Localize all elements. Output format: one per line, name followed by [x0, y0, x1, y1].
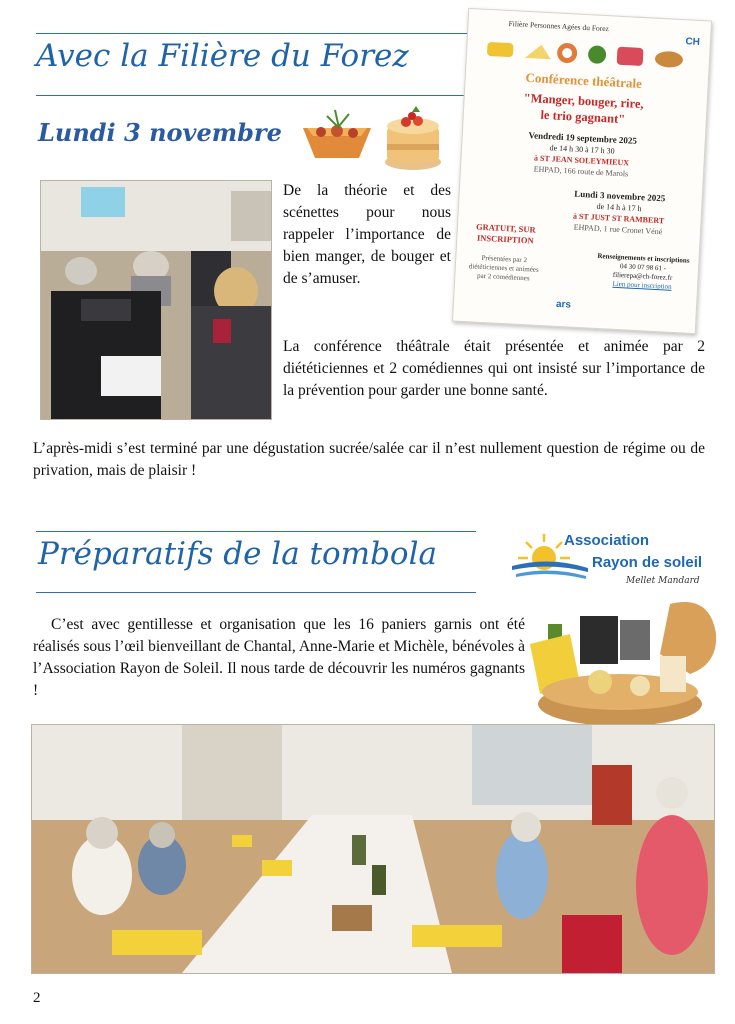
poster-title [476, 87, 691, 130]
intro-paragraph: De la théorie et des scénettes pour nous rappeler l’importance de bien manger, de bouger et de s’amuser. [283, 182, 451, 287]
poster-place1: à ST JEAN SOLEYMIEUX [533, 153, 630, 168]
poster-ars-logo: ars [555, 298, 572, 311]
tart-image [297, 106, 377, 168]
page-number: 2 [33, 990, 41, 1006]
gift-basket-image [520, 594, 720, 734]
vol-au-vent-image [382, 104, 444, 172]
poster-time1: de 14 h 30 à 17 h 30 [549, 143, 615, 156]
logo-tagline: Mellet Mandard [626, 576, 700, 586]
tombola-preparation-photo [31, 724, 715, 974]
poster-free: GRATUIT, SUR INSCRIPTION [475, 221, 536, 246]
logo-association: Association [564, 532, 650, 549]
poster-addr2: EHPAD, 1 rue Cronet Véné [573, 222, 663, 237]
conference-poster [452, 8, 712, 334]
association-logo [510, 528, 710, 592]
section2-top-rule [36, 531, 476, 532]
poster-email: filierepa@ch-forez.fr [612, 270, 673, 282]
title-underline [36, 95, 478, 96]
poster-info-label: Renseignements et inscriptions [597, 251, 690, 265]
logo-rayon-de-soleil: Rayon de soleil [592, 554, 703, 571]
poster-place2: à ST JUST ST RAMBERT [572, 211, 665, 226]
poster-date1: Vendredi 19 septembre 2025 [528, 130, 638, 146]
poster-link[interactable]: Lien pour inscription [612, 279, 672, 291]
top-rule [36, 33, 478, 34]
poster-date2: Lundi 3 novembre 2025 [573, 188, 666, 204]
section-title-tombola: Préparatifs de la tombola [38, 536, 437, 572]
poster-heading: Conférence théâtrale [525, 69, 643, 92]
conference-photo [40, 180, 272, 420]
poster-ch-logo: CH [685, 36, 701, 48]
poster-info [595, 252, 691, 293]
section2-underline [36, 592, 476, 593]
poster-session-2 [548, 187, 690, 238]
poster-session-1 [481, 128, 683, 182]
event-date-heading: Lundi 3 novembre [38, 118, 282, 147]
food-icons [484, 34, 685, 74]
poster-organisation: Filière Personnes Agées du Forez [508, 18, 610, 34]
conference-paragraph: La conférence théâtrale était présentée et animée par 2 diététiciennes et 2 comédiennes qui ont insisté sur l’importance de la prévention pour garder une bonne santé. [283, 338, 705, 399]
tasting-paragraph: L’après-midi s’est terminé par une dégustation sucrée/salée car il n’est nullement question de régime ou de privation, mais de plaisir ! [33, 440, 705, 479]
poster-title-line1: "Manger, bouger, rire, [523, 90, 644, 112]
poster-title-line2: le trio gagnant" [540, 107, 626, 127]
poster-phone: 04 30 07 98 61 - [619, 262, 667, 273]
poster-note: Présentées par 2 diététiciennes et animées par 2 comédiennes [468, 253, 539, 283]
poster-addr1: EHPAD, 166 route de Marols [533, 164, 629, 179]
poster-time2: de 14 h à 17 h [596, 201, 642, 214]
section-title-filiere: Avec la Filière du Forez [36, 38, 409, 74]
tombola-paragraph: C’est avec gentillesse et organisation que les 16 paniers garnis ont été réalisés sous l’œil bienveillant de Chantal, Anne-Marie et Michèle, bénévoles à l’Association Rayon de Soleil. Il nous tarde de découvrir les numéros gagnants ! [33, 616, 525, 699]
